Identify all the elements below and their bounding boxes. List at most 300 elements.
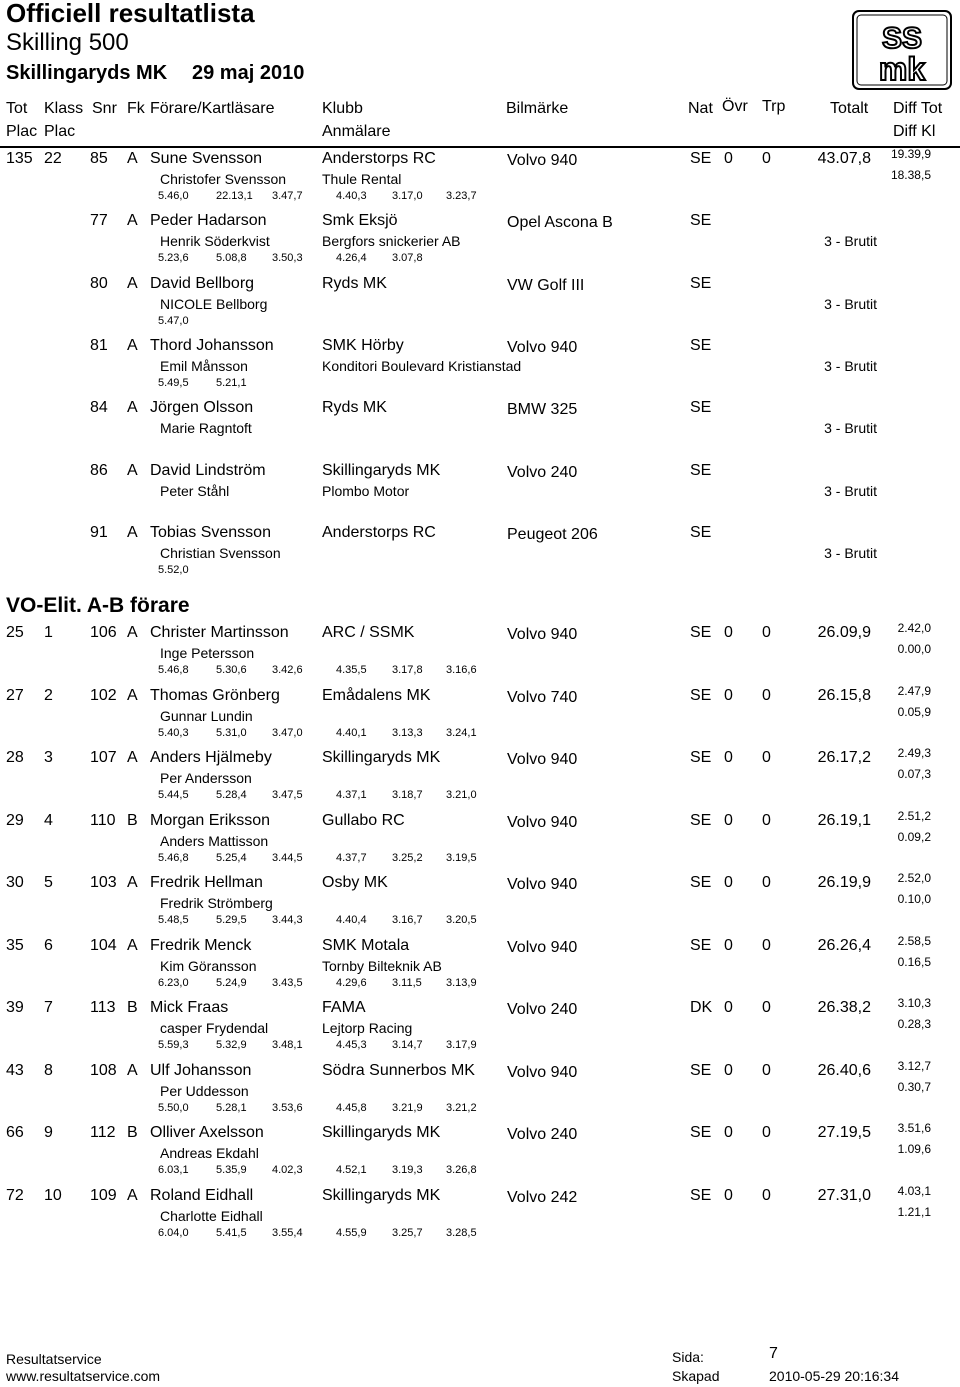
row-class-letter: A [127,399,138,416]
row-club: FAMA [322,999,366,1016]
row-club: Skillingaryds MK [322,462,441,479]
row-tot-plac: 27 [6,687,24,704]
col-anmalare: Anmälare [322,123,391,140]
row-nat: SE [690,1187,712,1204]
row-split-time: 4.35,5 [336,664,367,676]
row-split-time: 3.47,5 [272,789,303,801]
row-driver: Jörgen Olsson [150,399,254,416]
row-diff-tot: 2.42,0 [897,621,931,635]
row-split-time: 3.23,7 [446,190,477,202]
row-trp: 0 [762,1124,771,1141]
row-club: SMK Hörby [322,337,404,354]
section-title: VO-Elit. A-B förare [6,594,190,617]
row-class-plac: 5 [44,874,53,891]
row-diff-kl: 0.09,2 [897,830,931,844]
row-class-letter: A [127,524,138,541]
row-split-time: 5.46,8 [158,664,189,676]
col-snr: Snr [92,100,117,117]
row-split-time: 5.52,0 [158,564,189,576]
row-split-time: 4.37,7 [336,852,367,864]
row-total: 26.19,9 [817,874,871,891]
col-forare: Förare/Kartläsare [150,100,275,117]
row-trp: 0 [762,1062,771,1079]
row-diff-kl: 0.05,9 [897,705,931,719]
event-name: Skilling 500 [6,29,129,56]
row-trp: 0 [762,874,771,891]
col-nat: Nat [688,100,713,117]
event-date: 29 maj 2010 [192,62,305,84]
row-split-time: 3.21,9 [392,1102,423,1114]
row-split-time: 3.13,3 [392,727,423,739]
row-diff-tot: 4.03,1 [897,1184,931,1198]
col-diffkl: Diff Kl [893,123,936,140]
row-navigator: Anders Mattisson [160,833,269,849]
row-navigator: NICOLE Bellborg [160,296,268,312]
row-split-time: 3.11,5 [392,977,422,989]
row-split-time: 3.16,6 [446,664,477,676]
row-split-time: 3.43,5 [272,977,303,989]
row-split-time: 3.53,6 [272,1102,303,1114]
row-split-time: 4.40,4 [336,914,367,926]
row-status: 3 - Brutit [824,545,877,561]
row-split-time: 5.21,1 [216,377,247,389]
row-driver: Thomas Grönberg [150,687,280,704]
row-club: Osby MK [322,874,388,891]
row-split-time: 4.02,3 [272,1164,303,1176]
row-split-time: 22.13,1 [216,190,253,202]
row-ovr: 0 [724,812,733,829]
row-class-plac: 8 [44,1062,53,1079]
row-car: VW Golf III [507,277,585,294]
col-ovr: Övr [722,98,748,115]
row-nat: SE [690,1062,712,1079]
row-split-time: 4.26,4 [336,252,367,264]
row-start-number: 109 [90,1187,117,1204]
row-split-time: 3.24,1 [446,727,477,739]
col-tot: Tot [6,100,28,117]
row-class-plac: 1 [44,624,53,641]
row-class-plac: 10 [44,1187,62,1204]
row-total: 27.31,0 [817,1187,871,1204]
footer-url[interactable]: www.resultatservice.com [6,1368,161,1384]
row-navigator: Fredrik Strömberg [160,895,273,911]
row-split-time: 5.08,8 [216,252,247,264]
row-split-time: 3.07,8 [392,252,423,264]
row-driver: David Bellborg [150,275,255,292]
row-car: Volvo 242 [507,1189,578,1206]
row-club: Skillingaryds MK [322,1187,441,1204]
row-status: 3 - Brutit [824,420,877,436]
row-diff-tot: 3.51,6 [897,1121,931,1135]
row-tot-plac: 43 [6,1062,24,1079]
organizer-club: Skillingaryds MK [6,62,168,84]
row-split-time: 3.48,1 [272,1039,303,1051]
row-split-time: 5.48,5 [158,914,189,926]
row-entrant: Tornby Bilteknik AB [322,958,442,974]
row-split-time: 5.47,0 [158,315,189,327]
row-trp: 0 [762,812,771,829]
row-split-time: 5.50,0 [158,1102,189,1114]
row-start-number: 91 [90,524,108,541]
row-navigator: Christofer Svensson [160,171,287,187]
row-nat: SE [690,624,712,641]
row-diff-kl: 0.16,5 [897,955,931,969]
row-navigator: Christian Svensson [160,545,281,561]
row-car: Volvo 940 [507,751,578,768]
row-class-plac: 4 [44,812,53,829]
row-class-plac: 7 [44,999,53,1016]
row-status: 3 - Brutit [824,296,877,312]
row-nat: SE [690,275,712,292]
row-navigator: Henrik Söderkvist [160,233,270,249]
row-diff-kl: 0.30,7 [897,1080,931,1094]
row-split-time: 3.16,7 [392,914,423,926]
row-total: 26.09,9 [817,624,871,641]
row-tot-plac: 29 [6,812,24,829]
row-split-time: 3.44,3 [272,914,303,926]
row-split-time: 5.32,9 [216,1039,247,1051]
row-navigator: Peter Ståhl [160,483,230,499]
row-split-time: 3.19,3 [392,1164,423,1176]
row-class-letter: A [127,275,138,292]
row-class-plac: 22 [44,150,62,167]
row-tot-plac: 39 [6,999,24,1016]
row-ovr: 0 [724,999,733,1016]
row-club: Gullabo RC [322,812,405,829]
row-diff-kl: 18.38,5 [890,168,931,182]
row-class-letter: B [127,1124,138,1141]
row-entrant: Lejtorp Racing [322,1020,413,1036]
row-club: Skillingaryds MK [322,749,441,766]
row-split-time: 3.21,0 [446,789,477,801]
svg-text:mk: mk [878,51,926,87]
col-difftot: Diff Tot [893,100,943,117]
row-class-letter: A [127,212,138,229]
row-navigator: Per Uddesson [160,1083,249,1099]
row-tot-plac: 28 [6,749,24,766]
row-start-number: 107 [90,749,117,766]
row-diff-kl: 0.07,3 [897,767,931,781]
row-split-time: 3.18,7 [392,789,423,801]
row-ovr: 0 [724,687,733,704]
row-ovr: 0 [724,749,733,766]
footer-page-label: Sida: [672,1349,704,1365]
row-ovr: 0 [724,874,733,891]
row-start-number: 113 [90,999,116,1016]
row-start-number: 80 [90,275,108,292]
row-split-time: 3.25,2 [392,852,423,864]
row-ovr: 0 [724,937,733,954]
col-plac-klass: Plac [44,123,76,140]
row-split-time: 3.17,0 [392,190,423,202]
row-diff-tot: 2.51,2 [897,809,931,823]
row-navigator: Charlotte Eidhall [160,1208,263,1224]
row-tot-plac: 72 [6,1187,24,1204]
row-split-time: 5.28,1 [216,1102,247,1114]
row-tot-plac: 25 [6,624,24,641]
row-split-time: 4.52,1 [336,1164,367,1176]
row-nat: SE [690,874,712,891]
row-class-letter: B [127,812,138,829]
row-start-number: 104 [90,937,117,954]
row-club: Anderstorps RC [322,150,436,167]
row-diff-tot: 3.12,7 [897,1059,931,1073]
row-navigator: Gunnar Lundin [160,708,253,724]
row-car: Volvo 240 [507,1126,578,1143]
row-split-time: 5.40,3 [158,727,189,739]
row-driver: Peder Hadarson [150,212,267,229]
footer-page-number: 7 [769,1345,778,1362]
row-split-time: 5.59,3 [158,1039,189,1051]
row-car: Volvo 940 [507,152,578,169]
row-car: Volvo 940 [507,626,578,643]
row-diff-tot: 2.58,5 [897,934,931,948]
row-split-time: 3.28,5 [446,1227,477,1239]
row-start-number: 112 [90,1124,116,1141]
row-navigator: Emil Månsson [160,358,248,374]
row-club: Skillingaryds MK [322,1124,441,1141]
row-start-number: 108 [90,1062,117,1079]
row-split-time: 3.42,6 [272,664,303,676]
row-club: Ryds MK [322,399,387,416]
row-split-time: 5.49,5 [158,377,189,389]
row-ovr: 0 [724,1124,733,1141]
row-nat: SE [690,337,712,354]
row-trp: 0 [762,624,771,641]
row-driver: Anders Hjälmeby [150,749,272,766]
row-start-number: 102 [90,687,117,704]
row-total: 26.40,6 [817,1062,871,1079]
row-status: 3 - Brutit [824,233,877,249]
row-class-plac: 9 [44,1124,53,1141]
row-car: Volvo 940 [507,814,578,831]
row-driver: Fredrik Hellman [150,874,263,891]
row-nat: SE [690,749,712,766]
col-trp: Trp [762,98,786,115]
row-driver: Roland Eidhall [150,1187,254,1204]
row-nat: SE [690,687,712,704]
row-split-time: 6.23,0 [158,977,189,989]
row-driver: Thord Johansson [150,337,274,354]
row-driver: Olliver Axelsson [150,1124,264,1141]
row-split-time: 3.17,8 [392,664,423,676]
row-club: Södra Sunnerbos MK [322,1062,475,1079]
footer-created-label: Skapad [672,1368,720,1384]
row-ovr: 0 [724,624,733,641]
row-split-time: 4.40,3 [336,190,367,202]
row-split-time: 4.37,1 [336,789,367,801]
row-split-time: 5.28,4 [216,789,247,801]
row-car: Volvo 740 [507,689,578,706]
row-start-number: 77 [90,212,108,229]
row-split-time: 3.17,9 [446,1039,477,1051]
row-trp: 0 [762,150,771,167]
col-totalt: Totalt [830,100,869,117]
row-start-number: 106 [90,624,117,641]
row-split-time: 4.45,3 [336,1039,367,1051]
row-class-letter: A [127,462,138,479]
row-entrant: Bergfors snickerier AB [322,233,461,249]
row-driver: David Lindström [150,462,266,479]
row-class-letter: A [127,874,138,891]
row-split-time: 5.25,4 [216,852,247,864]
row-class-plac: 2 [44,687,53,704]
row-start-number: 85 [90,150,108,167]
row-split-time: 5.35,9 [216,1164,247,1176]
row-split-time: 3.14,7 [392,1039,423,1051]
row-total: 26.15,8 [817,687,871,704]
page-title: Officiell resultatlista [6,0,255,28]
col-plac-tot: Plac [6,123,38,140]
row-split-time: 3.13,9 [446,977,477,989]
row-class-letter: A [127,937,138,954]
row-entrant: Konditori Boulevard Kristianstad [322,358,522,374]
row-split-time: 3.21,2 [446,1102,477,1114]
row-split-time: 5.46,8 [158,852,189,864]
row-navigator: casper Frydendal [160,1020,269,1036]
row-driver: Tobias Svensson [150,524,271,541]
row-split-time: 3.47,7 [272,190,303,202]
row-split-time: 3.26,8 [446,1164,477,1176]
row-trp: 0 [762,937,771,954]
row-nat: SE [690,524,712,541]
row-split-time: 5.31,0 [216,727,247,739]
row-diff-kl: 1.21,1 [897,1205,931,1219]
row-class-letter: A [127,687,138,704]
row-car: BMW 325 [507,401,578,418]
row-split-time: 4.45,8 [336,1102,367,1114]
row-split-time: 3.19,5 [446,852,477,864]
row-start-number: 81 [90,337,108,354]
row-diff-kl: 0.10,0 [897,892,931,906]
footer-service: Resultatservice [6,1351,102,1367]
row-navigator: Marie Ragntoft [160,420,252,436]
row-total: 26.26,4 [817,937,871,954]
row-car: Volvo 240 [507,1001,578,1018]
row-trp: 0 [762,1187,771,1204]
row-driver: Mick Fraas [150,999,229,1016]
club-logo-icon [852,10,952,90]
row-ovr: 0 [724,1187,733,1204]
row-split-time: 6.04,0 [158,1227,189,1239]
row-total: 27.19,5 [817,1124,871,1141]
row-diff-kl: 0.28,3 [897,1017,931,1031]
row-split-time: 4.55,9 [336,1227,367,1239]
row-diff-tot: 2.47,9 [897,684,931,698]
row-diff-tot: 2.52,0 [897,871,931,885]
row-class-letter: B [127,999,138,1016]
row-class-letter: A [127,150,138,167]
row-trp: 0 [762,999,771,1016]
col-klass: Klass [44,100,84,117]
row-diff-kl: 0.00,0 [897,642,931,656]
row-car: Peugeot 206 [507,526,598,543]
row-navigator: Kim Göransson [160,958,257,974]
row-split-time: 5.44,5 [158,789,189,801]
row-trp: 0 [762,687,771,704]
row-split-time: 3.25,7 [392,1227,423,1239]
row-total: 43.07,8 [817,150,871,167]
row-split-time: 5.41,5 [216,1227,247,1239]
row-split-time: 3.50,3 [272,252,303,264]
row-trp: 0 [762,749,771,766]
svg-text:SS: SS [881,22,923,55]
row-status: 3 - Brutit [824,483,877,499]
row-class-letter: A [127,624,138,641]
row-split-time: 3.55,4 [272,1227,303,1239]
row-navigator: Andreas Ekdahl [160,1145,259,1161]
row-status: 3 - Brutit [824,358,877,374]
row-nat: SE [690,1124,712,1141]
row-tot-plac: 66 [6,1124,24,1141]
row-car: Volvo 940 [507,339,578,356]
row-split-time: 3.47,0 [272,727,303,739]
row-split-time: 6.03,1 [158,1164,189,1176]
row-class-letter: A [127,1062,138,1079]
row-club: Smk Eksjö [322,212,398,229]
row-entrant: Thule Rental [322,171,402,187]
row-class-letter: A [127,1187,138,1204]
row-diff-tot: 3.10,3 [897,996,931,1010]
row-tot-plac: 135 [6,150,33,167]
row-diff-tot: 2.49,3 [897,746,931,760]
header-divider [0,146,960,148]
row-club: Anderstorps RC [322,524,436,541]
row-car: Volvo 940 [507,939,578,956]
row-tot-plac: 30 [6,874,24,891]
row-nat: SE [690,812,712,829]
row-car: Opel Ascona B [507,214,613,231]
row-nat: DK [690,999,713,1016]
row-total: 26.38,2 [817,999,871,1016]
row-split-time: 5.30,6 [216,664,247,676]
row-driver: Ulf Johansson [150,1062,252,1079]
row-class-letter: A [127,337,138,354]
row-ovr: 0 [724,1062,733,1079]
row-total: 26.19,1 [817,812,871,829]
row-start-number: 103 [90,874,117,891]
row-nat: SE [690,212,712,229]
row-club: Ryds MK [322,275,387,292]
row-class-plac: 6 [44,937,53,954]
row-nat: SE [690,937,712,954]
row-navigator: Inge Petersson [160,645,255,661]
row-split-time: 5.29,5 [216,914,247,926]
row-tot-plac: 35 [6,937,24,954]
row-entrant: Plombo Motor [322,483,410,499]
row-split-time: 5.46,0 [158,190,189,202]
row-car: Volvo 940 [507,876,578,893]
row-nat: SE [690,150,712,167]
col-klubb: Klubb [322,100,363,117]
row-club: SMK Motala [322,937,410,954]
row-navigator: Per Andersson [160,770,252,786]
row-start-number: 86 [90,462,108,479]
row-ovr: 0 [724,150,733,167]
row-club: ARC / SSMK [322,624,415,641]
row-split-time: 5.23,6 [158,252,189,264]
row-driver: Sune Svensson [150,150,263,167]
row-split-time: 3.20,5 [446,914,477,926]
row-driver: Christer Martinsson [150,624,289,641]
row-nat: SE [690,462,712,479]
row-split-time: 4.40,1 [336,727,367,739]
footer-created: 2010-05-29 20:16:34 [769,1368,899,1384]
row-car: Volvo 240 [507,464,578,481]
row-nat: SE [690,399,712,416]
row-total: 26.17,2 [817,749,871,766]
row-split-time: 5.24,9 [216,977,247,989]
